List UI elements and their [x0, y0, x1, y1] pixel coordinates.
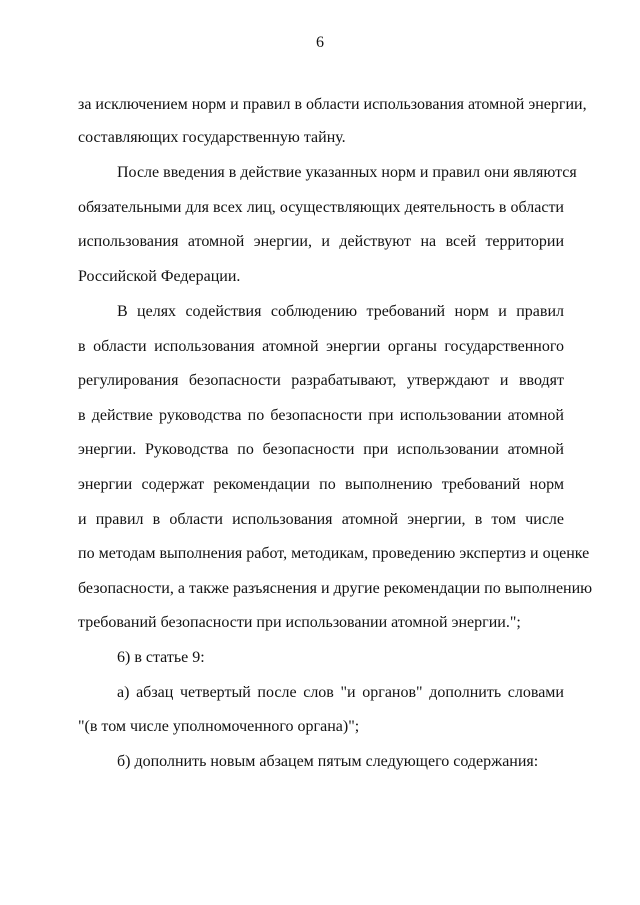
page-number: 6 — [316, 34, 324, 51]
text-line-3: После введения в действие указанных норм и правил они являются — [117, 164, 577, 181]
text-line-2: составляющих государственную тайну. — [78, 129, 346, 146]
text-line-14: по методам выполнения работ, методикам, проведению экспертиз и оценке — [78, 545, 590, 562]
text-line-5: использования атомной энергии, и действуют на всей территории — [78, 233, 564, 250]
text-line-4: обязательными для всех лиц, осуществляющих деятельность в области — [78, 199, 564, 216]
text-line-8: в области использования атомной энергии органы государственного — [78, 338, 564, 355]
text-line-13: и правил в области использования атомной энергии, в том числе — [78, 511, 564, 528]
text-line-19: "(в том числе уполномоченного органа)"; — [78, 718, 360, 735]
text-line-12: энергии содержат рекомендации по выполнению требований норм — [78, 476, 564, 493]
text-line-16: требований безопасности при использовании атомной энергии."; — [78, 614, 521, 631]
text-line-7: В целях содействия соблюдению требований норм и правил — [117, 303, 564, 320]
text-line-10: в действие руководства по безопасности при использовании атомной — [78, 407, 564, 424]
text-line-20: б) дополнить новым абзацем пятым следующего содержания: — [117, 753, 539, 770]
text-line-6: Российской Федерации. — [78, 268, 241, 285]
text-line-1: за исключением норм и правил в области использования атомной энергии, — [78, 96, 587, 113]
text-line-18: а) абзац четвертый после слов "и органов" дополнить словами — [117, 684, 564, 701]
text-line-9: регулирования безопасности разрабатывают, утверждают и вводят — [78, 372, 564, 389]
text-line-15: безопасности, а также разъяснения и другие рекомендации по выполнению — [78, 580, 593, 597]
text-line-17: 6) в статье 9: — [117, 649, 205, 666]
text-line-11: энергии. Руководства по безопасности при использовании атомной — [78, 441, 564, 458]
